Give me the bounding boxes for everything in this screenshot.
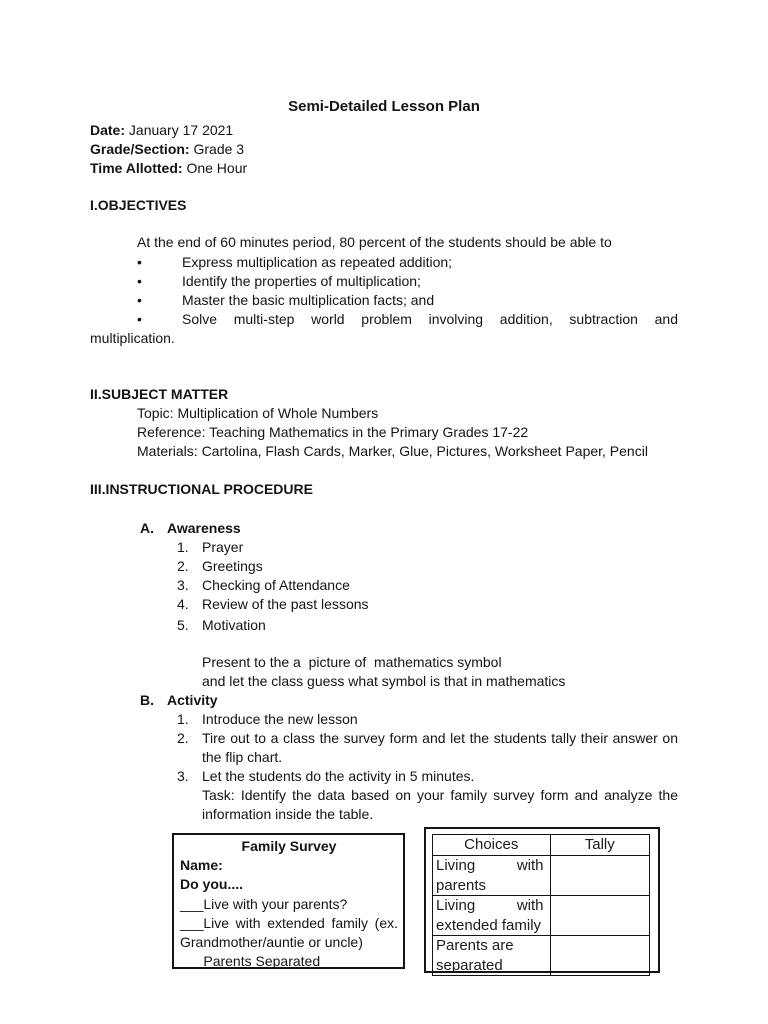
awareness-item-2 [90,557,678,576]
bottom-boxes [172,827,678,973]
choice-cell [433,856,551,896]
item-number: 3. [177,768,189,784]
awareness-title: Awareness [167,520,241,536]
bullet-text: Solve multi-step world problem involving addition, subtraction and [182,311,678,327]
item-number: 3. [177,577,189,593]
activity-list [90,710,678,824]
procedure-heading: III.INSTRUCTIONAL PROCEDURE [90,481,313,497]
family-survey-option-3: ___Parents Separated [180,953,321,970]
choice-cell [433,896,551,936]
choice-line-1: Parents are [436,937,514,954]
meta-date-value: January 17 2021 [128,122,234,138]
item-text: Tire out to a class the survey form and let the students tally their answer on [202,730,678,746]
objectives-heading: I.OBJECTIVES [90,197,187,213]
activity-title: Activity [167,692,218,708]
activity-heading [90,691,678,710]
family-survey-option-2-line-2: Grandmother/auntie or uncle) [180,934,363,951]
choice-line-2: separated [436,956,503,974]
tally-cell [550,896,649,936]
choice-line-2: extended family [436,916,542,934]
objectives-intro: At the end of 60 minutes period, 80 percent of the students should be able to [137,234,612,250]
motivation-note-line-1: Present to the a picture of mathematics symbol [202,654,502,670]
awareness-item-5 [90,616,678,635]
choice-line-2: parents [436,876,487,894]
family-survey-do-you: Do you.... [180,876,243,893]
family-survey-option-2-line-1: ___Live with extended family (ex. [180,914,398,931]
subject-materials: Materials: Cartolina, Flash Cards, Marker, Glue, Pictures, Worksheet Paper, Pencil [137,443,648,459]
tally-value [551,896,649,897]
tally-table-outer-box [424,827,660,973]
choice-cell [433,936,551,976]
meta-date-label: Date: [90,122,126,138]
activity-letter: B. [140,692,154,708]
bullet-text: Master the basic multiplication facts; and [182,292,435,308]
meta-block [90,121,678,178]
task-line-2: information inside the table. [202,806,374,822]
bullet-icon: • [137,273,142,289]
activity-item-1 [90,710,678,729]
meta-time [90,159,678,178]
family-survey-name: Name: [180,857,223,874]
bullet-icon: • [137,311,142,327]
choices-header: Choices [433,835,551,856]
bullet-item [90,253,678,272]
subject-topic: Topic: Multiplication of Whole Numbers [137,405,379,421]
bullet-icon: • [137,254,142,270]
item-text: Greetings [202,558,263,574]
family-survey-title: Family Survey [241,838,337,854]
task-line-1: Task: Identify the data based on your family survey form and analyze the [202,787,678,803]
bullet-text: Express multiplication as repeated addition; [182,254,453,270]
activity-item-3 [90,767,678,786]
choice-line-1: Living with [436,897,544,914]
item-number: 5. [177,617,189,633]
bullet-item [90,272,678,291]
page-title: Semi-Detailed Lesson Plan [288,98,480,115]
tally-header-row [433,835,650,856]
subject-reference: Reference: Teaching Mathematics in the Primary Grades 17-22 [137,424,529,440]
bullet-item [90,310,678,329]
awareness-item-3 [90,576,678,595]
table-row [433,936,650,976]
item-number: 1. [177,711,189,727]
item-number: 1. [177,539,189,555]
awareness-list [90,538,678,635]
meta-time-value: One Hour [186,160,248,176]
tally-table [432,834,650,976]
item-text: Introduce the new lesson [202,711,358,727]
bullet-item [90,291,678,310]
awareness-item-4 [90,595,678,614]
item-text: Motivation [202,617,266,633]
item-text: Let the students do the activity in 5 minutes. [202,768,475,784]
meta-time-label: Time Allotted: [90,160,183,176]
meta-date [90,121,678,140]
awareness-heading [90,519,678,538]
awareness-letter: A. [140,520,154,536]
item-text: Review of the past lessons [202,596,369,612]
subject-heading: II.SUBJECT MATTER [90,386,229,402]
tally-cell [550,936,649,976]
meta-grade [90,140,678,159]
item-number: 2. [177,558,189,574]
tally-value [551,856,649,857]
item-text: Prayer [202,539,244,555]
bullet-overflow: multiplication. [90,330,175,346]
table-row [433,856,650,896]
objectives-bullets [90,253,678,348]
tally-value [551,936,649,937]
activity-item-2-wrap: the flip chart. [202,749,283,765]
tally-header: Tally [550,835,649,856]
table-row [433,896,650,936]
item-number: 4. [177,596,189,612]
meta-grade-value: Grade 3 [193,141,245,157]
motivation-note-line-2: and let the class guess what symbol is that in mathematics [202,673,566,689]
item-number: 2. [177,730,189,746]
meta-grade-label: Grade/Section: [90,141,190,157]
awareness-item-1 [90,538,678,557]
family-survey-box [172,833,405,969]
bullet-text: Identify the properties of multiplication; [182,273,421,289]
tally-cell [550,856,649,896]
item-text: Checking of Attendance [202,577,350,593]
activity-item-2 [90,729,678,748]
choice-line-1: Living with [436,857,544,874]
family-survey-option-1: ___Live with your parents? [180,895,348,912]
bullet-icon: • [137,292,142,308]
